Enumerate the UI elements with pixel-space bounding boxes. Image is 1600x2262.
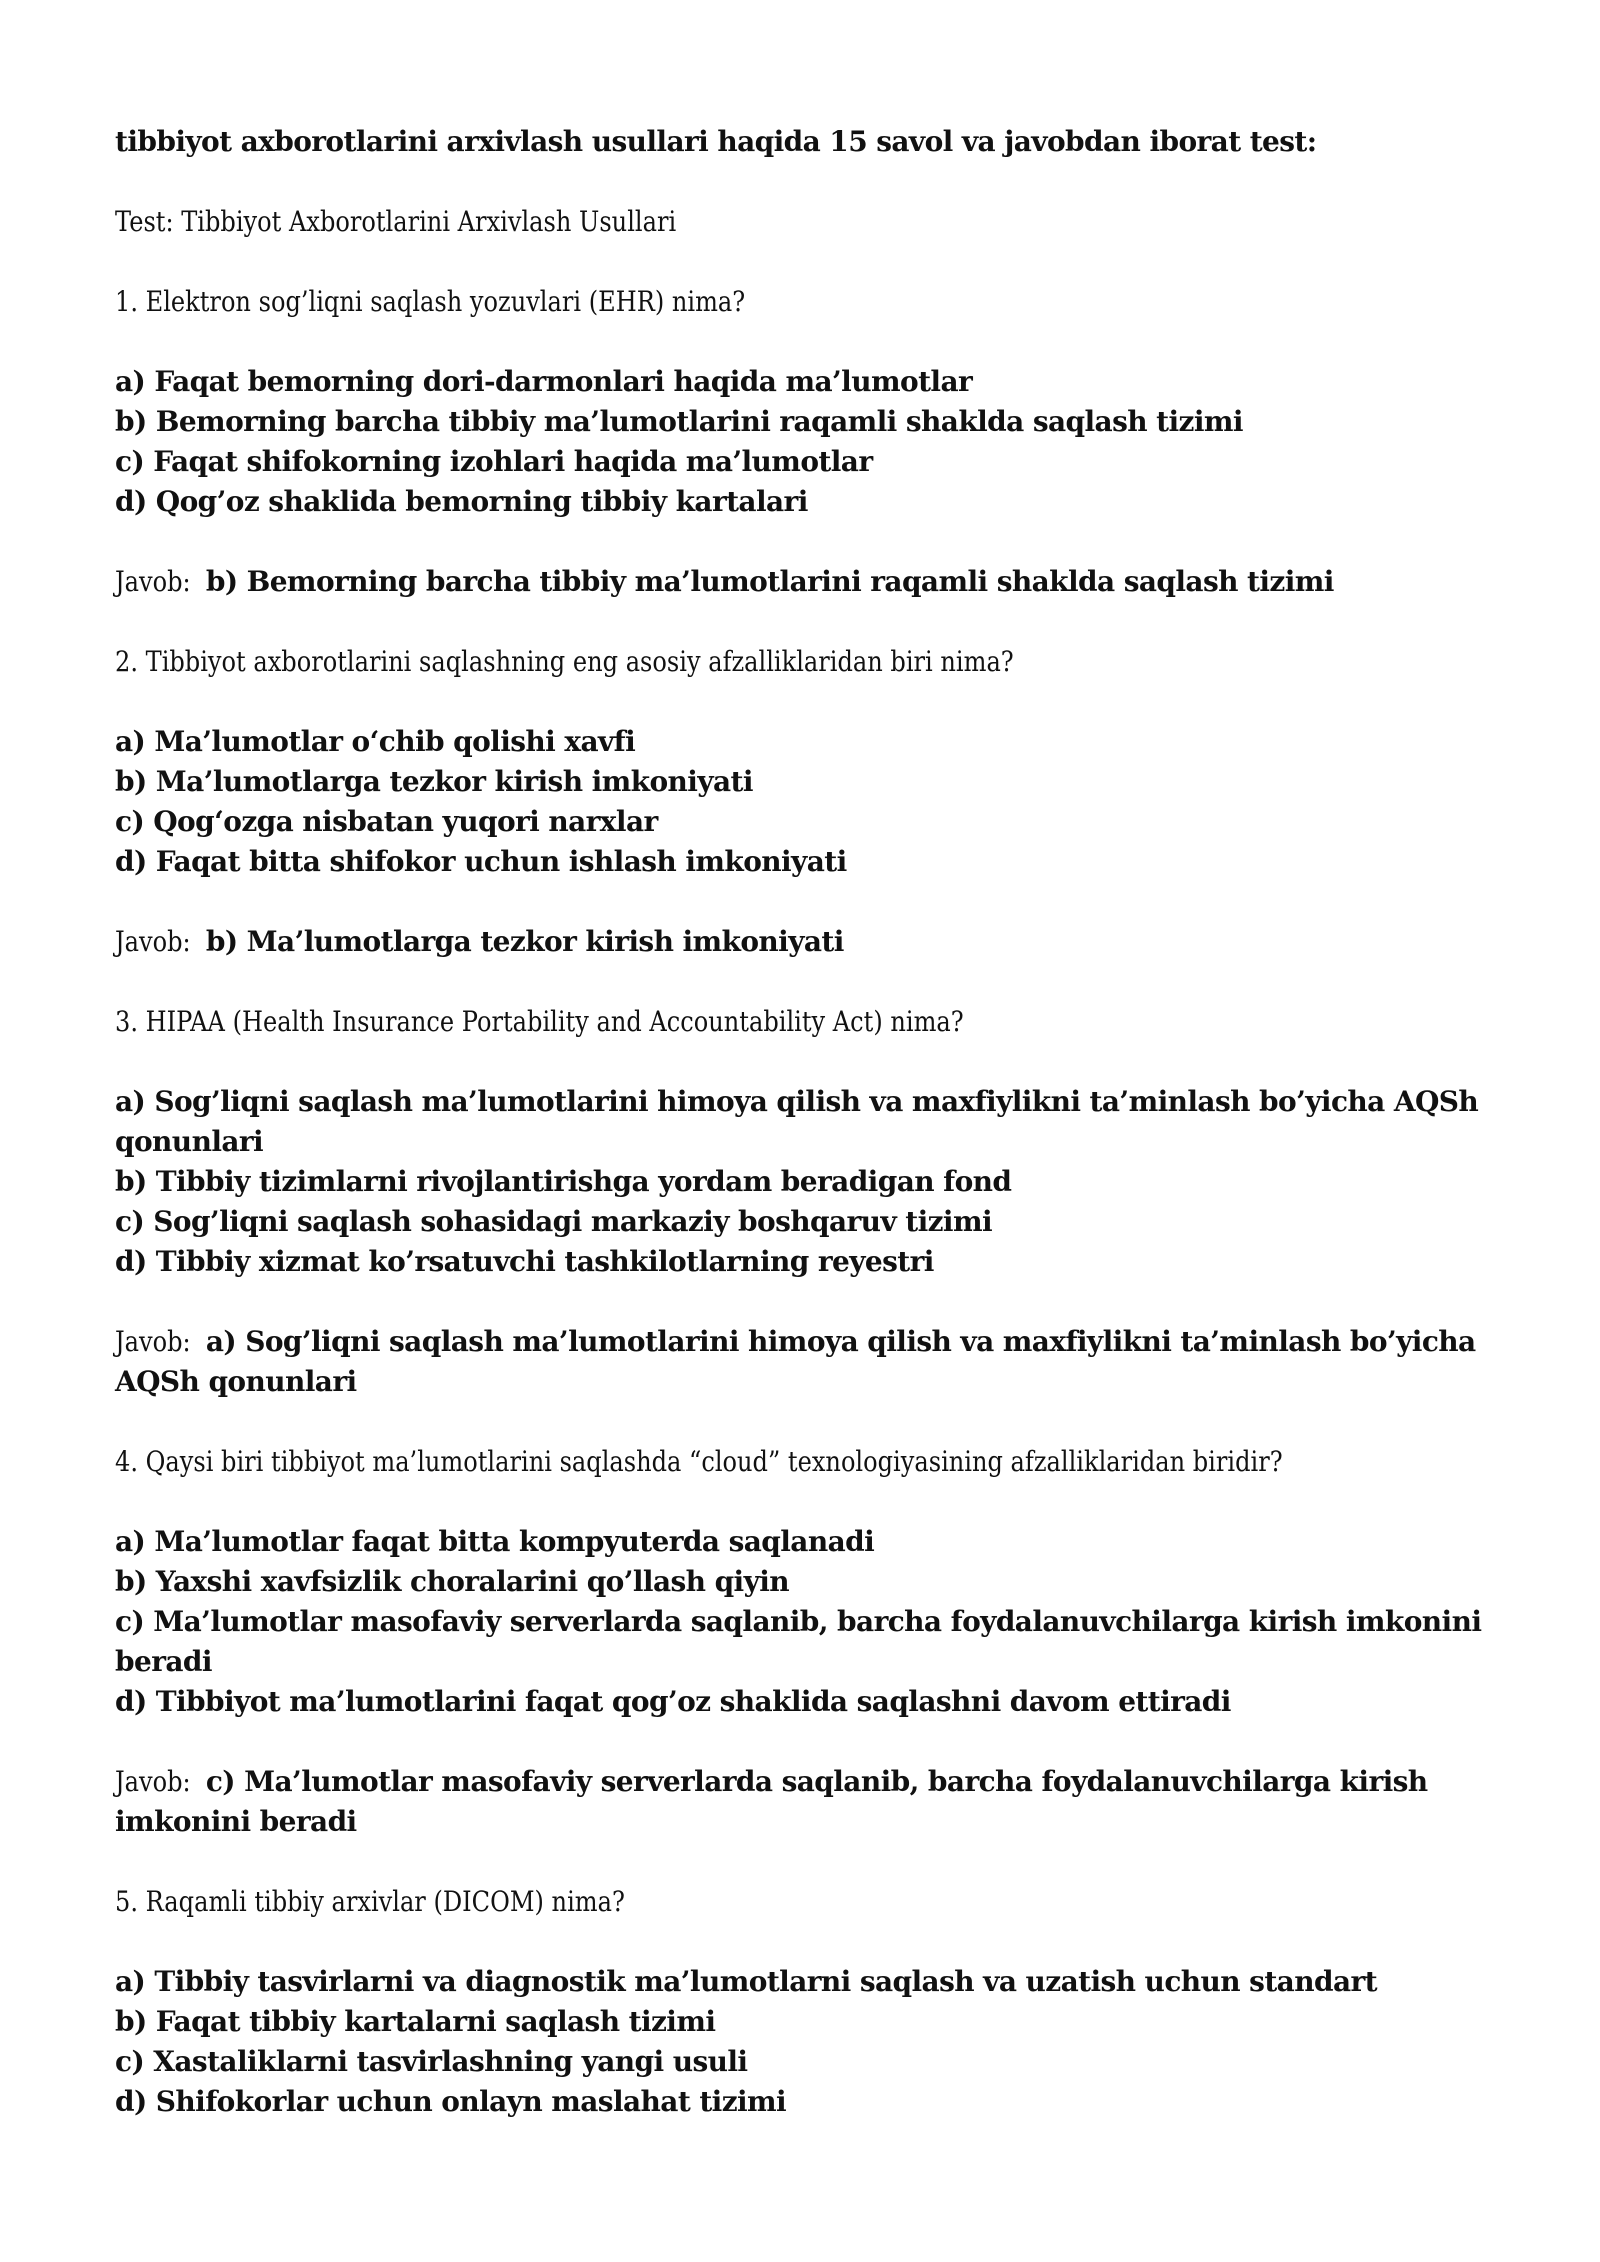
question-text: 5. Raqamli tibbiy arxivlar (DICOM) nima?	[115, 1885, 625, 1918]
answer-line	[115, 1762, 1505, 1842]
question-block-2	[115, 642, 1505, 962]
answer-text: c) Ma’lumotlar masofaviy serverlarda saqlanib, barcha foydalanuvchilarga kirish imkonini beradi	[115, 1765, 1428, 1838]
answer-line	[115, 562, 1505, 602]
option-b: b) Bemorning barcha tibbiy ma’lumotlarini raqamli shaklda saqlash tizimi	[115, 405, 1243, 438]
option-a: a) Faqat bemorning dori-darmonlari haqida ma’lumotlar	[115, 365, 973, 398]
option-d: d) Shifokorlar uchun onlayn maslahat tizimi	[115, 2085, 787, 2118]
option-d: d) Qog’oz shaklida bemorning tibbiy kartalari	[115, 485, 808, 518]
option-a: a) Sog’liqni saqlash ma’lumotlarini himoya qilish va maxfiylikni ta’minlash bo’yicha AQSh qonunlari	[115, 1085, 1479, 1158]
answer-label: Javob:	[115, 925, 191, 958]
document-intro: tibbiyot axborotlarini arxivlash usullari haqida 15 savol va javobdan iborat test:	[115, 125, 1317, 158]
answer-text: b) Bemorning barcha tibbiy ma’lumotlarini raqamli shaklda saqlash tizimi	[205, 565, 1334, 598]
option-d: d) Faqat bitta shifokor uchun ishlash imkoniyati	[115, 845, 847, 878]
question-text: 4. Qaysi biri tibbiyot ma’lumotlarini saqlashda “cloud” texnologiyasining afzalliklaridan biridir?	[115, 1445, 1283, 1478]
question-block-4	[115, 1442, 1505, 1842]
option-d: d) Tibbiy xizmat ko’rsatuvchi tashkilotlarning reyestri	[115, 1245, 934, 1278]
question-block-1	[115, 282, 1505, 602]
option-c: c) Ma’lumotlar masofaviy serverlarda saqlanib, barcha foydalanuvchilarga kirish imkonini beradi	[115, 1605, 1482, 1678]
option-b: b) Faqat tibbiy kartalarni saqlash tizimi	[115, 2005, 716, 2038]
option-b: b) Tibbiy tizimlarni rivojlantirishga yordam beradigan fond	[115, 1165, 1012, 1198]
option-c: c) Faqat shifokorning izohlari haqida ma’lumotlar	[115, 445, 873, 478]
options-list	[115, 362, 1505, 522]
option-a: a) Ma’lumotlar faqat bitta kompyuterda saqlanadi	[115, 1525, 875, 1558]
option-d: d) Tibbiyot ma’lumotlarini faqat qog’oz shaklida saqlashni davom ettiradi	[115, 1685, 1231, 1718]
options-list	[115, 1522, 1505, 1722]
answer-label: Javob:	[115, 1325, 191, 1358]
options-list	[115, 722, 1505, 882]
option-a: a) Tibbiy tasvirlarni va diagnostik ma’lumotlarni saqlash va uzatish uchun standart	[115, 1965, 1377, 1998]
option-b: b) Yaxshi xavfsizlik choralarini qo’llash qiyin	[115, 1565, 790, 1598]
option-a: a) Ma’lumotlar o‘chib qolishi xavfi	[115, 725, 636, 758]
question-block-5	[115, 1882, 1505, 2122]
question-block-3	[115, 1002, 1505, 1402]
question-text: 1. Elektron sog’liqni saqlash yozuvlari (EHR) nima?	[115, 285, 746, 318]
option-c: c) Qog‘ozga nisbatan yuqori narxlar	[115, 805, 658, 838]
answer-line	[115, 1322, 1505, 1402]
options-list	[115, 1962, 1505, 2122]
answer-line	[115, 922, 1505, 962]
answer-text: a) Sog’liqni saqlash ma’lumotlarini himoya qilish va maxfiylikni ta’minlash bo’yicha AQSh qonunlari	[115, 1325, 1476, 1398]
document-page	[115, 122, 1505, 2122]
option-b: b) Ma’lumotlarga tezkor kirish imkoniyati	[115, 765, 753, 798]
answer-label: Javob:	[115, 565, 191, 598]
question-text: 2. Tibbiyot axborotlarini saqlashning eng asosiy afzalliklaridan biri nima?	[115, 645, 1014, 678]
answer-label: Javob:	[115, 1765, 191, 1798]
question-text: 3. HIPAA (Health Insurance Portability and Accountability Act) nima?	[115, 1005, 964, 1038]
test-title: Test: Tibbiyot Axborotlarini Arxivlash Usullari	[115, 205, 677, 238]
options-list	[115, 1082, 1505, 1282]
option-c: c) Xastaliklarni tasvirlashning yangi usuli	[115, 2045, 748, 2078]
answer-text: b) Ma’lumotlarga tezkor kirish imkoniyati	[205, 925, 844, 958]
option-c: c) Sog’liqni saqlash sohasidagi markaziy boshqaruv tizimi	[115, 1205, 993, 1238]
